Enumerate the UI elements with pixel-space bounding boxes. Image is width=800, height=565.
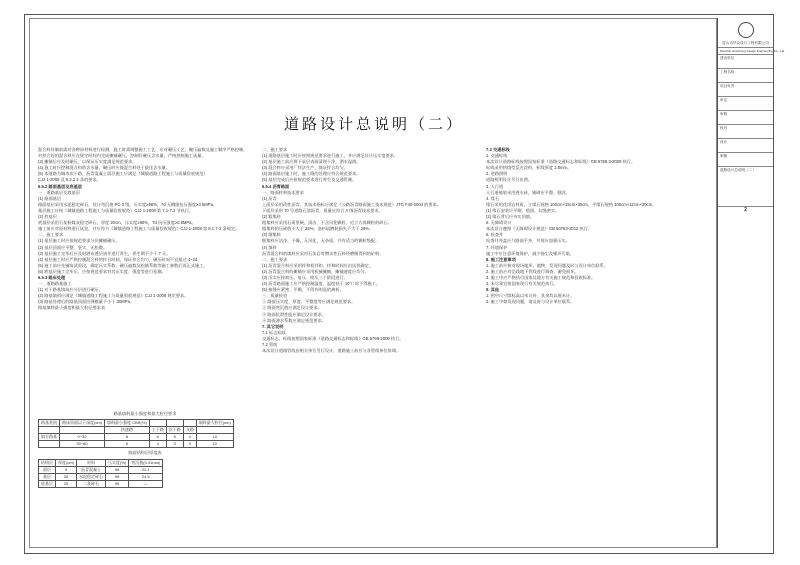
table-cell: 压实度(%) <box>106 459 129 466</box>
paragraph: (1) 缘石安装应平顺、稳固，勾缝密实。 <box>486 207 560 213</box>
table-cell: 30~80 <box>60 441 105 448</box>
title-block-rows <box>718 55 773 167</box>
paragraph: 三、质量检验 <box>262 293 288 299</box>
table-cell: 22.1 <box>129 466 163 473</box>
drawing-name: 道路设计总说明（二） <box>718 167 773 207</box>
paragraph: 路基填料最小强度和最大粒径要求表 <box>38 305 106 311</box>
paragraph: 7.3 交通标线 <box>486 147 510 152</box>
paragraph: (5) 基层完成后应按规范要求进行养生及交通管制。 <box>262 177 357 183</box>
table-cell: 10 <box>196 434 233 441</box>
paragraph: 一、路面材料技术要求 <box>262 189 304 195</box>
paragraph: 沥青混合料的填料应采用石灰岩等憎水性石料经磨细得到的矿粉。 <box>262 250 384 256</box>
title-block-row: 制图 <box>718 153 773 167</box>
paragraph: 5. 无障碍设计 <box>486 220 512 226</box>
company-name-en: Meishan Huazhong Design Engineering Co., Ltd. <box>720 49 786 53</box>
table-cell <box>39 441 60 448</box>
table-row <box>39 459 163 466</box>
paragraph: 8. 施工注意事项 <box>486 256 516 262</box>
table-cell <box>60 427 105 434</box>
paragraph: 6.5.4 沥青路面 <box>262 183 290 189</box>
paragraph: 二、施工要求 <box>38 232 64 238</box>
table-cell: 基层 <box>39 473 56 480</box>
paragraph: 上面层采用改性沥青，其技术指标应满足《公路沥青路面施工技术规范》JTG F40-2004 的要求。 <box>262 201 441 207</box>
table-row <box>39 434 234 441</box>
table-cell: 主干路 <box>149 427 166 434</box>
paragraph: (4) 基层施工时应严格控制混合料的拌合时间，保证拌合均匀，碾压时间不宜超过 4~2d。 <box>38 256 202 262</box>
paragraph: 1. 交通标线 <box>486 153 508 159</box>
table-cell: 4 <box>149 441 166 448</box>
paragraph: 粗集料应采用石质坚硬、清洁、不含风化颗粒、近立方体颗粒的碎石。 <box>262 220 392 226</box>
title-block-row: 建设单位 <box>718 55 773 69</box>
title-block-row: 审定 <box>718 97 773 111</box>
paragraph: 2. 施工前应对沿线地下管线进行调查，避免损坏。 <box>486 268 579 274</box>
paragraph: 本次设计道路管线由相关单位另行设计，道路施工前应与各管线单位协调。 <box>262 348 401 354</box>
paragraph: 基层施工应按《城镇道路工程施工与质量验收规范》CJJ 1-2008 第 7.1-7.2 节执行。 <box>38 207 194 213</box>
paragraph: ③ 路面抗滑性能应满足设计要求。 <box>262 311 326 317</box>
table-cell: 96 <box>106 480 129 487</box>
paragraph: 一、道路基层及底基层 <box>38 189 80 195</box>
table-cell: 快速路 <box>105 427 150 434</box>
table-cell: 4 <box>183 434 196 441</box>
subgrade-table <box>38 419 234 448</box>
table-cell: 填方路基 <box>39 434 60 441</box>
paragraph: 对拌合好的混合料应在规定时间内完成摊铺碾压，控制好碾压含水量，严格控制施工质量。 <box>38 153 206 159</box>
paragraph: ④ 路面渗水系数应满足规范要求。 <box>262 317 326 323</box>
paragraph: (5) 接缝应紧密、平顺，不得有明显的离析。 <box>262 287 344 293</box>
paragraph: 二、施工要求 <box>262 147 288 152</box>
paragraph: 施工中应注意环境保护，减少扬尘及噪声污染。 <box>486 250 574 256</box>
paragraph: (3) 压实应按初压、复压、终压三个阶段进行。 <box>262 274 348 280</box>
table-row <box>39 427 234 434</box>
paragraph: 7. 环境保护 <box>486 244 508 250</box>
table-cell: 结构层 <box>39 459 56 466</box>
table-cell: 98 <box>106 473 129 480</box>
paragraph: 3. 人行道 <box>486 183 504 189</box>
paragraph: (1) 沥青混合料应采用拌和机拌和，拌和时间应由试拌确定。 <box>262 262 373 268</box>
table-cell: 沥青混凝土 <box>77 466 106 473</box>
paragraph: 6.5.2 路面基层及底基层 <box>38 183 82 189</box>
table-row <box>39 441 234 448</box>
text-column-1 <box>38 147 252 407</box>
table-cell <box>196 427 233 434</box>
paragraph: (2) 粗集料 <box>262 214 281 220</box>
table-cell: 底基层 <box>39 480 56 487</box>
table-cell: 8 <box>105 434 150 441</box>
title-block-row: 审核 <box>718 111 773 125</box>
paragraph: (4) 填料 <box>262 244 277 250</box>
page-number: 2 <box>744 207 747 213</box>
table-cell: 35 <box>56 473 77 480</box>
paragraph: ① 路面压实度、厚度、平整度等应满足规范要求。 <box>262 299 356 305</box>
paragraph: 检查井井盖应与路面平齐，井周应加强压实。 <box>486 238 570 244</box>
table-row <box>39 466 163 473</box>
paragraph: 二、施工要求 <box>262 256 288 262</box>
paragraph: 4. 缘石 <box>486 195 500 201</box>
paragraph: 交通标志、标线按照国家标准《道路交通标志和标线》GB 5768-2009 执行。 <box>262 335 404 341</box>
paragraph: (2) 缘石背后应夯实回填。 <box>486 214 535 220</box>
paragraph: 4. 未尽事宜按国家现行有关规范执行。 <box>486 281 558 287</box>
paragraph: (2) 基层顶面应平整、坚实、无松散。 <box>38 244 108 250</box>
pavement-table <box>38 459 163 488</box>
page-title: 道路设计总说明（二） <box>283 115 464 133</box>
title-block-row: 项目负责 <box>718 83 773 97</box>
paragraph: (4) 沥青路面施工应严格控制温度，温度低于 10℃ 时不得施工。 <box>262 281 380 287</box>
paragraph: (1) 路面基层 <box>38 195 62 201</box>
table-cell: 98 <box>106 466 129 473</box>
table-cell: — <box>129 480 163 487</box>
paragraph: 下面层采用 70 号道路石油沥青，质量应符合 A 级沥青技术要求。 <box>262 207 383 213</box>
table-cell: 9 <box>56 466 77 473</box>
paragraph: (1) 道路基层施工时应按照规范要求进行施工，并应满足设计压实度要求。 <box>262 153 399 159</box>
table-cell: 3 <box>166 441 183 448</box>
paragraph: (3) 混合料应采用厂拌法生产，保证拌合均匀。 <box>262 165 348 171</box>
paragraph: 7.1 标志标线 <box>262 329 286 335</box>
table-cell: 水泥稳定碎石 <box>77 473 106 480</box>
paragraph: (4) 路面基层施工时，施工缝的处理应符合规范要求。 <box>262 171 361 177</box>
paragraph: (2) 基层施工前应将下承层表面清理干净，洒水湿润。 <box>262 159 361 165</box>
paragraph: 3. 施工中应严格执行国家及地方有关施工规范和验收标准。 <box>486 274 596 280</box>
paragraph: (2) 路基填料应满足《城镇道路工程施工与质量验收规范》CJJ 1-2008 规定要求。 <box>38 293 189 299</box>
paragraph: (3) 摊铺后应及时碾压，以保证压实度满足规范要求。 <box>38 159 137 165</box>
paragraph: 6.5.3 路床处理 <box>38 274 66 280</box>
table-cell: 次干路 <box>166 427 183 434</box>
table-cell <box>166 420 183 427</box>
table-cell <box>183 420 196 427</box>
table-cell: 填料最大粒径(cm) <box>196 420 233 427</box>
paragraph: 标线采用热熔型反光涂料，标线厚度 1.8mm。 <box>486 165 572 171</box>
paragraph: 人行道铺装采用透水砖，铺砌应平整、稳固。 <box>486 189 570 195</box>
paragraph: 底基层采用石灰粉煤灰稳定碎石，厚度 20cm，压实度≥96%，7d 抗压强度≥0.8MPa。 <box>38 220 196 226</box>
text-column-2 <box>262 147 476 542</box>
title-block-row: 工程名称 <box>718 69 773 83</box>
table1-caption: 路基填料最小强度和最大粒径要求 <box>113 411 177 416</box>
table-cell <box>149 420 166 427</box>
table-cell: 材料 <box>77 459 106 466</box>
paragraph: 本次设计遵照《无障碍设计规范》GB 50763-2012 执行。 <box>486 226 593 232</box>
paragraph: CJJ 1-2008 及 5.2.2.2 条的要求。 <box>38 177 101 183</box>
table-cell: 面层 <box>39 466 56 473</box>
paragraph: 路面基层采用水泥稳定碎石，设计弯沉值 PC-3 级，压实度≥98%，7d 无侧限抗压强度≥3.5MPa。 <box>38 201 218 207</box>
table-cell: 路床顶面以下深度(cm) <box>60 420 105 427</box>
paragraph: (5) 施工前应先铺筑试验段，确定压实系数、碾压遍数及松铺系数等施工参数后再正式施工。 <box>38 262 208 268</box>
paragraph: 2. 道路照明 <box>486 171 508 177</box>
table-cell: 路基类别 <box>39 420 60 427</box>
drawing-frame <box>29 18 717 548</box>
paragraph: (2) 底基层 <box>38 214 57 220</box>
table-cell: 厚度(cm) <box>56 459 77 466</box>
paragraph: ② 路面弯沉值应满足设计要求。 <box>262 305 322 311</box>
table-row <box>39 473 163 480</box>
company-name: 眉山市华众设计工程有限公司 <box>718 40 773 48</box>
paragraph: 细集料应洁净、干燥、无风化、无杂质，并有适当的颗粒级配。 <box>262 238 380 244</box>
paragraph: (1) 对于路基填筑应分层进行碾压， <box>38 287 103 293</box>
paragraph: 混合料拌制前需对各种原材料进行检测，施工时需调整施工工艺，应对碾压工艺、碾压遍数及施工顺序严格控制。 <box>38 147 248 152</box>
table-cell: 支路 <box>183 427 196 434</box>
table-cell: 5 <box>105 441 150 448</box>
paragraph: (1) 基层施工时应按规范要求分层摊铺碾压。 <box>38 238 120 244</box>
paragraph: (3) 细集料 <box>262 232 281 238</box>
table-cell: 二灰碎石 <box>77 480 106 487</box>
tables-block <box>38 409 252 549</box>
paragraph: (2) 沥青混合料的摊铺应采用机械摊铺，摊铺速度应均匀。 <box>262 268 369 274</box>
paragraph: 施工前应对原材料进行试验，并应符合《城镇道路工程施工与质量验收规范》CJJ 1-2008 第 8.1.7-2 条规定。 <box>38 226 240 232</box>
table-cell: 弯沉值(0.01mm) <box>129 459 163 466</box>
paragraph: (1) 沥青 <box>262 195 277 201</box>
paragraph: 粗集料的压碎值不大于 26%，洛杉矶磨耗损失不大于 28%。 <box>262 226 374 232</box>
table-cell: 5 <box>166 434 183 441</box>
paragraph: 缘石采用花岗岩材质，立缘石规格 100cm×15cm×35cm，平缘石规格 100cm×12cm×30cm。 <box>486 201 657 207</box>
table-cell: 0~30 <box>60 434 105 441</box>
paragraph: (5) 本道路为城市次干路，沥青混凝土面层施工应满足《城镇道路工程施工与质量验收规范》 <box>38 171 208 177</box>
paragraph: (4) 施工时应控制混合料的含水量，碾压时应使混合料处于最佳含水量。 <box>38 165 170 171</box>
paragraph: 2. 施工中如发现问题，请及时与设计单位联系。 <box>486 299 575 305</box>
paragraph: 本次设计道路标线按照国家标准《道路交通标志和标线》GB 5768.3-2009 执行。 <box>486 159 636 165</box>
title-block-row: 设计 <box>718 139 773 153</box>
paragraph: (6) 底基层施工完毕后，应按规范要求对其压实度、强度等进行检测。 <box>38 268 166 274</box>
table-row <box>39 480 163 487</box>
table-cell <box>39 427 60 434</box>
paragraph: (3) 路基处理后的路基顶面回弹模量不小于 30MPa。 <box>38 299 135 305</box>
paragraph: 1. 图中尺寸除标高以米计外，其余均以厘米计。 <box>486 293 575 299</box>
table2-caption: 路面结构层厚度表 <box>128 450 162 456</box>
table-cell: 24.5 <box>129 473 163 480</box>
table-cell: 3 <box>183 441 196 448</box>
text-column-3 <box>486 147 710 542</box>
paragraph: 道路照明设计另行出图。 <box>486 177 533 183</box>
title-block-row: 校对 <box>718 125 773 139</box>
table-cell: 6 <box>149 434 166 441</box>
paragraph: 1. 施工前应核对现场地形、地物，发现问题及时与设计单位联系。 <box>486 262 608 268</box>
table-cell: 10 <box>196 441 233 448</box>
paragraph: 7. 其它说明 <box>262 323 284 329</box>
paragraph: (3) 基层施工完毕后应及时洒布透层油并进行养生，养生期不少于 7 天。 <box>38 250 171 256</box>
paragraph: 9. 其他 <box>486 287 500 293</box>
paragraph: 一、道路路基施工 <box>38 281 72 287</box>
paragraph: 6. 检查井 <box>486 232 504 238</box>
table-row <box>39 420 234 427</box>
table-cell: 20 <box>56 480 77 487</box>
paragraph: 7.2 管线 <box>262 342 278 347</box>
table-cell: 填料最小强度 CBR(%) <box>105 420 150 427</box>
company-logo-icon <box>738 22 754 38</box>
title-block <box>717 18 786 548</box>
